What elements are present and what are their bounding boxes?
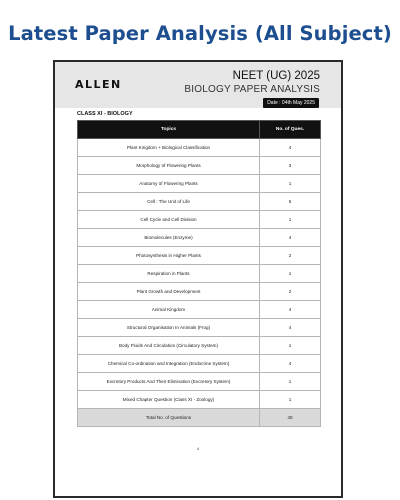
count-cell: 4	[260, 355, 321, 373]
class-label: CLASS XI - BIOLOGY	[77, 111, 133, 117]
exam-title: NEET (UG) 2025	[232, 70, 320, 82]
count-cell: 2	[260, 283, 321, 301]
topic-cell: Photosynthesis in Higher Plants	[78, 247, 260, 265]
topic-cell: Body Fluids And Circulation (Circulatory System)	[78, 337, 260, 355]
table-row	[78, 175, 321, 193]
count-cell: 5	[260, 193, 321, 211]
exam-subtitle: BIOLOGY PAPER ANALYSIS	[184, 84, 320, 95]
topic-cell: Biomolecules (Enzyme)	[78, 229, 260, 247]
topic-cell: Morphology of Flowering Plants	[78, 157, 260, 175]
table-row	[78, 193, 321, 211]
topic-cell: Anatomy of Flowering Plants	[78, 175, 260, 193]
table-row	[78, 391, 321, 409]
table-row	[78, 157, 321, 175]
count-cell: 1	[260, 211, 321, 229]
table-row	[78, 211, 321, 229]
count-cell: 4	[260, 139, 321, 157]
count-cell: 4	[260, 301, 321, 319]
count-cell: 4	[260, 229, 321, 247]
paper-analysis-document	[53, 60, 343, 498]
total-row	[78, 409, 321, 427]
count-cell: 1	[260, 265, 321, 283]
count-cell: 1	[260, 373, 321, 391]
table-row	[78, 247, 321, 265]
table-row	[78, 319, 321, 337]
topic-cell: Mixed Chapter Question (Class XI - Zoology)	[78, 391, 260, 409]
topic-cell: Chemical Co-ordination and Integration (Endocrine System)	[78, 355, 260, 373]
table-row	[78, 283, 321, 301]
table-row	[78, 337, 321, 355]
topic-cell: Animal Kingdom	[78, 301, 260, 319]
table-row	[78, 373, 321, 391]
topic-cell: Cell Cycle and Cell Division	[78, 211, 260, 229]
total-value: 40	[260, 409, 321, 427]
count-cell: 1	[260, 337, 321, 355]
allen-logo: ALLEN	[75, 78, 122, 91]
page-headline: Latest Paper Analysis (All Subject)	[8, 22, 392, 45]
table-row	[78, 139, 321, 157]
topics-header: Topics	[78, 121, 260, 139]
topic-cell: Cell : The Unit of Life	[78, 193, 260, 211]
topic-cell: Plant Growth and Development	[78, 283, 260, 301]
table-row	[78, 265, 321, 283]
topic-cell: Structural Organisation In Animals (Frog)	[78, 319, 260, 337]
count-cell: 1	[260, 391, 321, 409]
count-cell: 3	[260, 157, 321, 175]
page-number: 4	[196, 446, 200, 451]
total-label: Total No. of Questions	[78, 409, 260, 427]
topic-cell: Plant Kingdom + Biological Classification	[78, 139, 260, 157]
table-row	[78, 355, 321, 373]
topic-cell: Excretory Products And Their Elimination (Excretory System)	[78, 373, 260, 391]
count-header: No. of Ques.	[260, 121, 321, 139]
count-cell: 2	[260, 247, 321, 265]
table-row	[78, 229, 321, 247]
table-row	[78, 301, 321, 319]
table-header-row	[78, 121, 321, 139]
count-cell: 1	[260, 175, 321, 193]
count-cell: 4	[260, 319, 321, 337]
topic-cell: Respiration in Plants	[78, 265, 260, 283]
date-badge: Date : 04th May 2025	[263, 98, 319, 108]
topics-table	[77, 120, 321, 427]
